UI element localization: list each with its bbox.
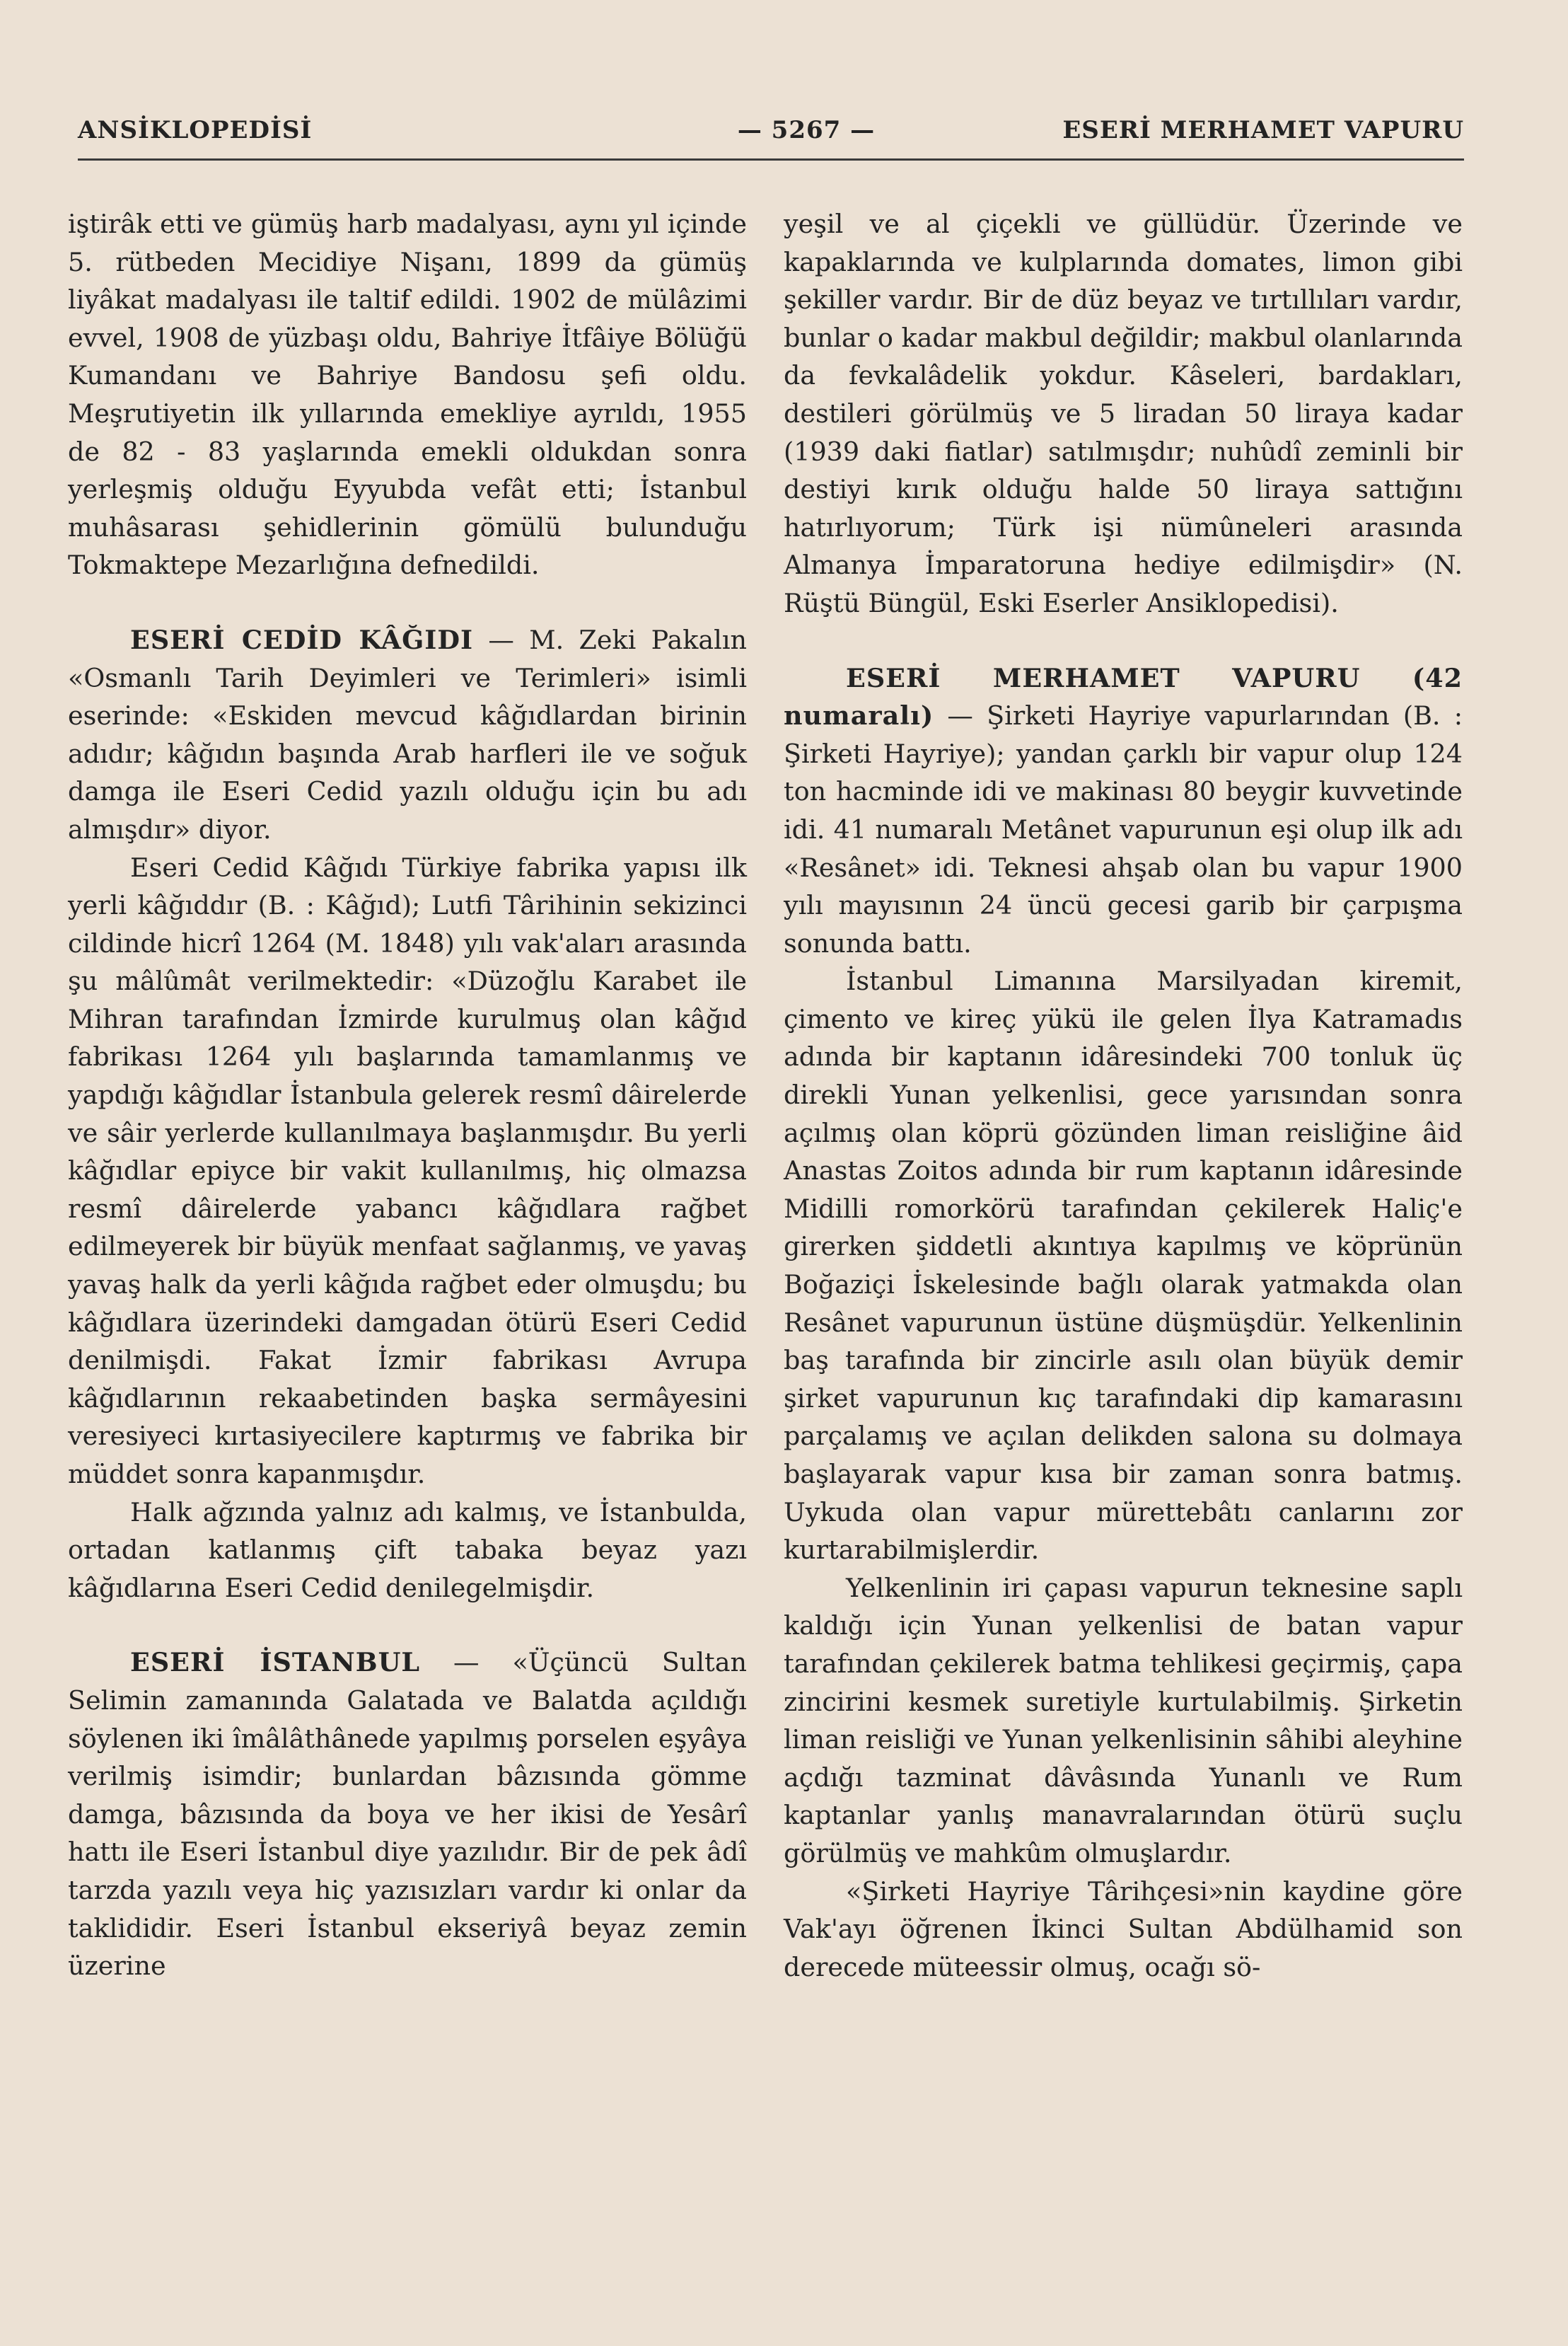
entry-text: — «Üçüncü Sultan Selimin zamanında Galatada ve Balatda açıldığı söylenen iki îmâlâthânede yapılmış porselen eşyâya verilmiş isimdir; bunlardan bâzısında gömme damga, bâzısında da boya ve her ikisi de Yesârî hattı ile Eseri İstanbul diye yazılıdır. Bir de pek âdî tarzda yazılı veya hiç yazısızları vardır ki onlar da taklididir. Eseri İstanbul ekseriyâ beyaz zemin üzerine — [68, 1647, 747, 1982]
continued-paragraph: iştirâk etti ve gümüş harb madalyası, aynı yıl içinde 5. rütbeden Mecidiye Nişanı, 1899 da gümüş liyâkat madalyası ile taltif edildi. 1902 de mülâzimi evvel, 1908 de yüzbaşı oldu, Bahriye İtfâiye Bölüğü Kumandanı ve Bahriye Bandosu şefi oldu. Meşrutiyetin ilk yıllarında emekliye ayrıldı, 1955 de 82 - 83 yaşlarında emekli oldukdan sonra yerleşmiş olduğu Eyyubda vefât etti; İstanbul muhâsarası şehidlerinin gömülü bulunduğu Tokmaktepe Mezarlığına defnedildi. — [68, 209, 747, 581]
paragraph: İstanbul Limanına Marsilyadan kiremit, çimento ve kireç yükü ile gelen İlya Katramadıs adında bir kaptanın idâresindeki 700 tonluk üç direkli Yunan yelkenlisi, gece yarısından sonra açılmış olan köprü gözünden liman reisliğine âid Anastas Zoitos adında bir rum kaptanın idâresinde Midilli romorkörü tarafından çekilerek Haliç'e girerken şiddetli akıntıya kapılmış ve köprünün Boğaziçi İskelesinde bağlı olarak yatmakda olan Resânet vapurunun üstüne düşmüşdür. Yelkenlinin baş tarafında bir zincirle asılı olan büyük demir şirket vapurunun kıç tarafındaki dip kamarasını parçalamış ve açılan delikden salona su dolmaya başlayarak vapur kısa bir zaman sonra batmış. Uykuda olan vapur mürettebâtı canlarını zor kurtarabilmişlerdir. — [784, 966, 1463, 1566]
paragraph: «Şirketi Hayriye Târihçesi»nin kaydine göre Vak'ayı öğrenen İkinci Sultan Abdülhamid son derecede müteessir olmuş, ocağı sö- — [784, 1876, 1463, 1982]
entry-eseri-merhamet-vapuru — [784, 659, 1463, 963]
entry-title: ESERİ CEDİD KÂĞIDI — [130, 624, 474, 655]
right-column — [784, 205, 1463, 1986]
left-column — [68, 205, 747, 1985]
entry-eseri-cedid-kagidi — [68, 621, 747, 849]
paragraph: Eseri Cedid Kâğıdı Türkiye fabrika yapısı ilk yerli kâğıddır (B. : Kâğıd); Lutfi Târihinin sekizinci cildinde hicrî 1264 (M. 1848) yılı vak'aları arasında şu mâlûmât verilmektedir: «Düzoğlu Karabet ile Mihran tarafından İzmirde kurulmuş olan kâğıd fabrikası 1264 yılı başlarında tamamlanmış ve yapdığı kâğıdlar İstanbula gelerek resmî dâirelerde ve sâir yerlerde kullanılmaya başlanmışdır. Bu yerli kâğıdlar epiyce bir vakit kullanılmış, hiç olmazsa resmî dâirelerde yabancı kâğıdlara rağbet edilmeyerek bir büyük menfaat sağlanmış, ve yavaş yavaş halk da yerli kâğıda rağbet eder olmuşdu; bu kâğıdlara üzerindeki damgadan ötürü Eseri Cedid denilmişdi. Fakat İzmir fabrikası Avrupa kâğıdlarının rekaabetinden başka sermâyesini veresiyeci kırtasiyecilere kaptırmış ve fabrika bir müddet sonra kapanmışdır. — [68, 852, 747, 1489]
entry-title: ESERİ İSTANBUL — [130, 1647, 421, 1678]
header-left: ANSİKLOPEDİSİ — [78, 116, 313, 144]
entry-title: ESERİ MERHAMET VAPURU (42 numaralı) — [784, 662, 1463, 732]
header-rule — [78, 158, 1464, 161]
header-right: ESERİ MERHAMET VAPURU — [1062, 116, 1464, 144]
entry-eseri-istanbul — [68, 1643, 747, 1984]
running-header — [78, 106, 1464, 156]
entry-text: — M. Zeki Pakalın «Osmanlı Tarih Deyimleri ve Terimleri» isimli eserinde: «Eskiden mevcud kâğıdlardan birinin adıdır; kâğıdın başında Arab harfleri ile ve soğuk damga ile Eseri Cedid yazılı olduğu için bu adı almışdır» diyor. — [68, 624, 747, 845]
entry-text: — Şirketi Hayriye vapurlarından (B. : Şirketi Hayriye); yandan çarklı bir vapur olup 124 ton hacminde idi ve makinası 80 beygir kuvvetinde idi. 41 numaralı Metânet vapurunun eşi olup ilk adı «Resânet» idi. Teknesi ahşab olan bu vapur 1900 yılı mayısının 24 üncü gecesi garib bir çarpışma sonunda battı. — [784, 700, 1463, 959]
paragraph: Yelkenlinin iri çapası vapurun teknesine saplı kaldığı için Yunan yelkenlisi de batan vapur tarafından çekilerek batma tehlikesi geçirmiş, çapa zincirini kesmek suretiyle kurtulabilmiş. Şirketin liman reisliği ve Yunan yelkenlisinin sâhibi aleyhine açdığı tazminat dâvâsında Yunanlı ve Rum kaptanlar yanlış manavralarından ötürü suçlu görülmüş ve mahkûm olmuşlardır. — [784, 1572, 1463, 1868]
paragraph: Halk ağzında yalnız adı kalmış, ve İstanbulda, ortadan katlanmış çift tabaka beyaz yazı kâğıdlarına Eseri Cedid denilegelmişdir. — [68, 1496, 747, 1603]
continued-paragraph: yeşil ve al çiçekli ve güllüdür. Üzerinde ve kapaklarında ve kulplarında domates, limon gibi şekiller vardır. Bir de düz beyaz ve tırtıllıları vardır, bunlar o kadar makbul değildir; makbul olanlarında da fevkalâdelik yokdur. Kâseleri, bardakları, destileri görülmüş ve 5 liradan 50 liraya kadar (1939 daki fiatlar) satılmışdır; nuhûdî zeminli bir destiyi kırık olduğu halde 50 liraya sattığını hatırlıyorum; Türk işi nümûneleri arasında Almanya İmparatoruna hediye edilmişdir» (N. Rüştü Büngül, Eski Eserler Ansiklopedisi). — [784, 209, 1463, 618]
page-number: — 5267 — — [737, 116, 876, 144]
